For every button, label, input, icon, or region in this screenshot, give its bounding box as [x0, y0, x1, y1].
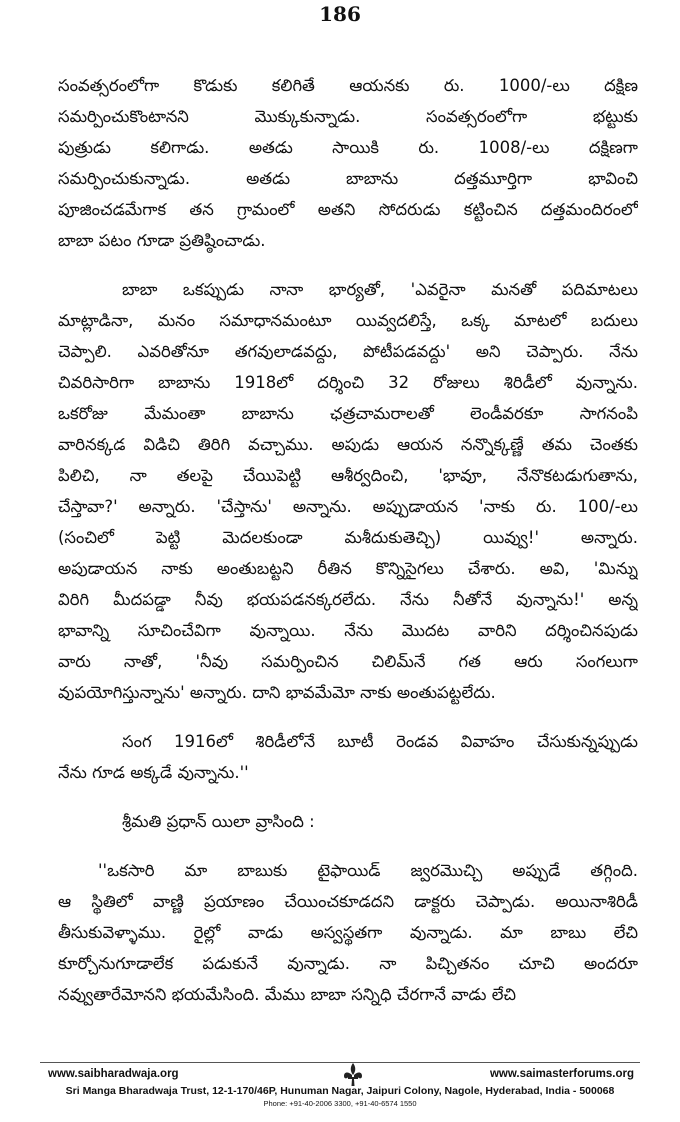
paragraph [58, 726, 638, 788]
text-line: వారు నాతో, 'నీవు సమర్పించిన చిలిమ్‌నే గత ఆరు సంగలుగా [58, 652, 638, 671]
paragraph [58, 855, 638, 1010]
text-line: ఆ స్థితిలో వాణ్ణి ప్రయాణం చేయించకూడదని డాక్టరు చెప్పాడు. అయినాశిరిడీ [58, 892, 638, 911]
footer-right-link[interactable]: www.saimasterforums.org [489, 1068, 634, 1080]
text-line: నేను గూడ అక్కడే వున్నాను.'' [58, 763, 249, 782]
footer-divider [40, 1062, 640, 1063]
paragraph [58, 70, 638, 256]
text-line: మాట్లాడినా, మనం సమాధానమంటూ యివ్వదలిస్తే, ఒక్క మాటలో బదులు [58, 311, 638, 330]
text-line: వారినక్కడ విడిచి తిరిగి వచ్చాము. అపుడు ఆయన నన్నొక్కణ్ణే తమ చెంతకు [58, 435, 638, 454]
text-line: బాబా పటం గూడా ప్రతిష్ఠించాడు. [58, 231, 266, 250]
text-line: శ్రీమతి ప్రధాన్ యిలా వ్రాసింది : [122, 812, 315, 831]
text-line: పిలిచి, నా తలపై చేయిపెట్టి ఆశీర్వదించి, 'భావూ, నేనొకటడుగుతాను, [58, 466, 638, 485]
footer-left-link[interactable]: www.saibharadwaja.org [48, 1068, 179, 1080]
text-line: కూర్చోనుగూడాలేక పడుకునే వున్నాడు. నా పిచ్చితనం చూచి అందరూ [58, 954, 638, 973]
footer-phone: Phone: +91-40-2006 3300, +91-40-6574 1550 [263, 1099, 417, 1108]
body-text [58, 70, 638, 1028]
text-line: విరిగి మీదపడ్డా నీవు భయపడనక్కరలేదు. నేను నీతోనే వున్నాను!' అన్న [58, 590, 638, 609]
text-line: పూజించడమేగాక తన గ్రామంలో అతని సోదరుడు కట్టించిన దత్తమందిరంలో [58, 200, 638, 219]
text-line: ''ఒకసారి మా బాబుకు టైఫాయిడ్ జ్వరమొచ్చి అప్పుడే తగ్గింది. [98, 861, 638, 880]
footer-address: Sri Manga Bharadwaja Trust, 12-1-170/46P, Hunuman Nagar, Jaipuri Colony, Nagole, Hyderabad, India - 500068 [65, 1085, 615, 1097]
text-line: పుత్రుడు కలిగాడు. అతడు సాయికి రు. 1008/-లు దక్షిణగా [58, 138, 638, 157]
page-number: 186 [319, 2, 361, 26]
text-line: ఒకరోజు మేమంతా బాబాను ఛత్రచామరాలతో లెండీవరకూ సాగనంపి [58, 404, 638, 423]
text-line: తీసుకువెళ్ళాము. రైల్లో వాడు అస్వస్థతగా వున్నాడు. మా బాబు లేచి [58, 923, 638, 942]
text-line: చేస్తావా?' అన్నారు. 'చేస్తాను' అన్నాను. అప్పుడాయన 'నాకు రు. 100/-లు [58, 497, 638, 516]
text-line: సంగ 1916లో శిరిడీలోనే బూటీ రెండవ వివాహం చేసుకున్నప్పుడు [122, 732, 638, 751]
paragraph [58, 274, 638, 708]
text-line: చివరిసారిగా బాబాను 1918లో దర్శించి 32 రోజులు శిరిడీలో వున్నాను. [58, 373, 638, 392]
text-line: చెప్పాలి. ఎవరితోనూ తగవులాడవద్దు, పోటీపడవద్దు' అని చెప్పారు. నేను [58, 342, 638, 361]
text-line: సమర్పించుకున్నాడు. అతడు బాబాను దత్తమూర్తిగా భావించి [58, 169, 638, 188]
text-line: నవ్వుతారేమోనని భయమేసింది. మేము బాబా సన్నిధి చేరగానే వాడు లేచి [58, 985, 517, 1004]
text-line: భావాన్ని సూచించేవిగా వున్నాయి. నేను మొదట వారిని దర్శించినపుడు [58, 621, 638, 640]
text-line: వుపయోగిస్తున్నాను' అన్నారు. దాని భావమేమో నాకు అంతుపట్టలేదు. [58, 683, 496, 702]
text-line: (సంచిలో పెట్టి మెదలకుండా మశీదుకుతెచ్చి) యివ్వు!' అన్నారు. [58, 528, 638, 547]
text-line: అపుడాయన నాకు అంతుబట్టని రీతిన కొన్నిసైగలు చేశారు. అవి, 'మిన్ను [58, 559, 638, 578]
paragraph [58, 806, 638, 837]
text-line: సంవత్సరంలోగా కొడుకు కలిగితే ఆయనకు రు. 1000/-లు దక్షిణ [58, 76, 638, 95]
text-line: బాబా ఒకప్పుడు నానా భార్యతో, 'ఎవరైనా మనతో పదిమాటలు [122, 280, 638, 299]
text-line: సమర్పించుకొంటానని మొక్కుకున్నాడు. సంవత్సరంలోగా భట్టుకు [58, 107, 638, 126]
